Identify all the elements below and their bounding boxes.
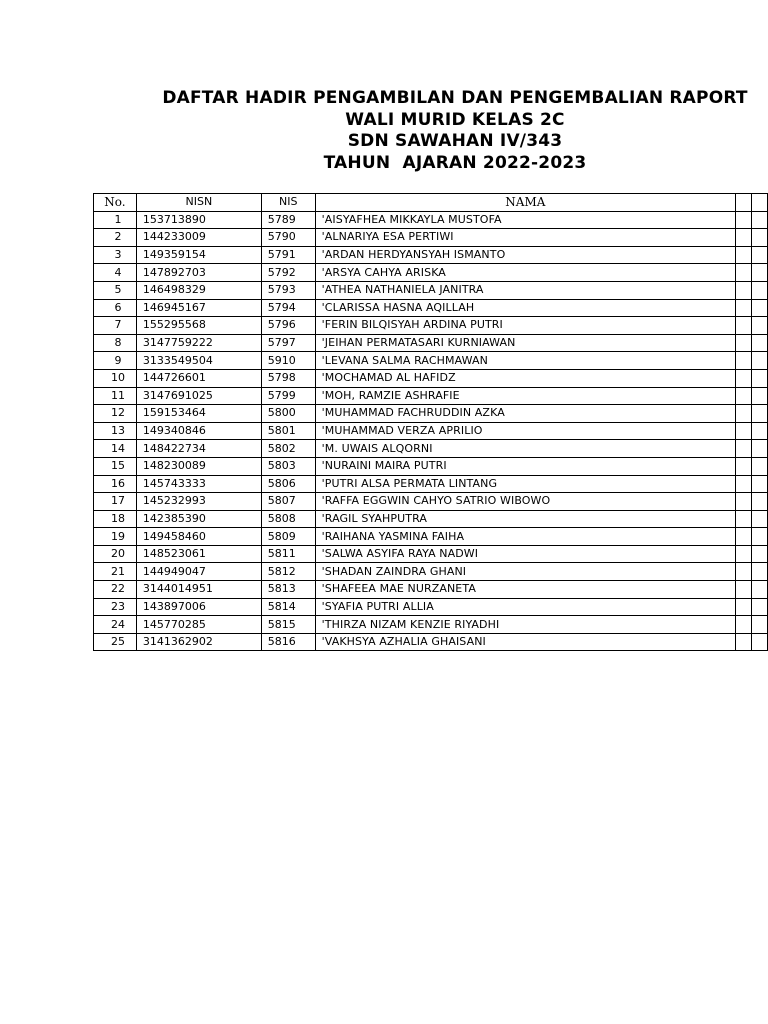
cell-nis: 5813 bbox=[261, 581, 315, 599]
cell-nama: 'MOH, RAMZIE ASHRAFIE bbox=[315, 387, 735, 405]
cell-no: 23 bbox=[94, 598, 137, 616]
table-row bbox=[94, 616, 768, 634]
cell-blank-1 bbox=[736, 334, 752, 352]
cell-blank-2 bbox=[752, 334, 768, 352]
cell-nama: 'MUHAMMAD FACHRUDDIN AZKA bbox=[315, 405, 735, 423]
cell-blank-1 bbox=[736, 246, 752, 264]
cell-blank-1 bbox=[736, 545, 752, 563]
cell-nisn: 3147691025 bbox=[136, 387, 261, 405]
table-row bbox=[94, 493, 768, 511]
cell-blank-2 bbox=[752, 457, 768, 475]
cell-blank-2 bbox=[752, 581, 768, 599]
cell-no: 22 bbox=[94, 581, 137, 599]
table-row bbox=[94, 528, 768, 546]
attendance-table bbox=[93, 193, 768, 651]
cell-nama: 'ARSYA CAHYA ARISKA bbox=[315, 264, 735, 282]
table-header-row bbox=[94, 194, 768, 212]
cell-blank-2 bbox=[752, 211, 768, 229]
cell-nis: 5801 bbox=[261, 422, 315, 440]
cell-nis: 5814 bbox=[261, 598, 315, 616]
cell-nama: 'SHADAN ZAINDRA GHANI bbox=[315, 563, 735, 581]
cell-nisn: 146498329 bbox=[136, 281, 261, 299]
header-nis: NIS bbox=[261, 194, 315, 212]
cell-nisn: 147892703 bbox=[136, 264, 261, 282]
cell-no: 16 bbox=[94, 475, 137, 493]
cell-blank-2 bbox=[752, 281, 768, 299]
cell-nis: 5806 bbox=[261, 475, 315, 493]
title-line-4: TAHUN AJARAN 2022-2023 bbox=[323, 152, 587, 173]
cell-nisn: 3133549504 bbox=[136, 352, 261, 370]
cell-nama: 'VAKHSYA AZHALIA GHAISANI bbox=[315, 633, 735, 651]
cell-no: 12 bbox=[94, 405, 137, 423]
table-row bbox=[94, 352, 768, 370]
cell-blank-1 bbox=[736, 528, 752, 546]
cell-no: 3 bbox=[94, 246, 137, 264]
cell-nama: 'ATHEA NATHANIELA JANITRA bbox=[315, 281, 735, 299]
cell-nis: 5803 bbox=[261, 457, 315, 475]
table-row bbox=[94, 211, 768, 229]
title-line-3: SDN SAWAHAN IV/343 bbox=[347, 131, 563, 151]
cell-blank-2 bbox=[752, 317, 768, 335]
cell-nis: 5798 bbox=[261, 369, 315, 387]
cell-no: 14 bbox=[94, 440, 137, 458]
table-row bbox=[94, 475, 768, 493]
table-row bbox=[94, 246, 768, 264]
table-row bbox=[94, 299, 768, 317]
cell-nisn: 149458460 bbox=[136, 528, 261, 546]
cell-nama: 'CLARISSA HASNA AQILLAH bbox=[315, 299, 735, 317]
cell-nisn: 146945167 bbox=[136, 299, 261, 317]
header-nama: NAMA bbox=[315, 194, 735, 212]
cell-nis: 5794 bbox=[261, 299, 315, 317]
cell-nama: 'JEIHAN PERMATASARI KURNIAWAN bbox=[315, 334, 735, 352]
cell-blank-1 bbox=[736, 281, 752, 299]
table-row bbox=[94, 457, 768, 475]
cell-blank-2 bbox=[752, 510, 768, 528]
cell-no: 9 bbox=[94, 352, 137, 370]
cell-blank-1 bbox=[736, 616, 752, 634]
cell-blank-2 bbox=[752, 352, 768, 370]
cell-blank-1 bbox=[736, 493, 752, 511]
table-row bbox=[94, 387, 768, 405]
cell-nis: 5800 bbox=[261, 405, 315, 423]
cell-nis: 5789 bbox=[261, 211, 315, 229]
cell-blank-1 bbox=[736, 387, 752, 405]
cell-blank-1 bbox=[736, 211, 752, 229]
header-blank-2 bbox=[752, 194, 768, 212]
cell-nis: 5796 bbox=[261, 317, 315, 335]
table-row bbox=[94, 317, 768, 335]
title-line-1: DAFTAR HADIR PENGAMBILAN DAN PENGEMBALIAN RAPORT bbox=[162, 88, 748, 108]
table-row bbox=[94, 369, 768, 387]
header-nisn: NISN bbox=[136, 194, 261, 212]
table-row bbox=[94, 510, 768, 528]
cell-nisn: 159153464 bbox=[136, 405, 261, 423]
cell-blank-1 bbox=[736, 475, 752, 493]
table-row bbox=[94, 563, 768, 581]
cell-blank-2 bbox=[752, 264, 768, 282]
cell-blank-1 bbox=[736, 581, 752, 599]
cell-nama: 'RAFFA EGGWIN CAHYO SATRIO WIBOWO bbox=[315, 493, 735, 511]
cell-no: 21 bbox=[94, 563, 137, 581]
cell-no: 24 bbox=[94, 616, 137, 634]
cell-blank-2 bbox=[752, 369, 768, 387]
cell-nis: 5809 bbox=[261, 528, 315, 546]
cell-no: 20 bbox=[94, 545, 137, 563]
cell-nis: 5815 bbox=[261, 616, 315, 634]
title-line-2: WALI MURID KELAS 2C bbox=[345, 109, 565, 130]
cell-no: 8 bbox=[94, 334, 137, 352]
cell-blank-1 bbox=[736, 229, 752, 247]
cell-blank-1 bbox=[736, 440, 752, 458]
cell-nis: 5807 bbox=[261, 493, 315, 511]
cell-nama: 'SHAFEEA MAE NURZANETA bbox=[315, 581, 735, 599]
document-title bbox=[140, 88, 768, 174]
cell-blank-1 bbox=[736, 510, 752, 528]
cell-blank-1 bbox=[736, 299, 752, 317]
table-row bbox=[94, 598, 768, 616]
cell-blank-2 bbox=[752, 422, 768, 440]
cell-nisn: 148422734 bbox=[136, 440, 261, 458]
cell-nama: 'LEVANA SALMA RACHMAWAN bbox=[315, 352, 735, 370]
cell-nisn: 144949047 bbox=[136, 563, 261, 581]
cell-nama: 'FERIN BILQISYAH ARDINA PUTRI bbox=[315, 317, 735, 335]
cell-blank-2 bbox=[752, 545, 768, 563]
table-row bbox=[94, 229, 768, 247]
table-row bbox=[94, 281, 768, 299]
cell-blank-2 bbox=[752, 229, 768, 247]
cell-blank-2 bbox=[752, 387, 768, 405]
cell-nis: 5808 bbox=[261, 510, 315, 528]
cell-nisn: 3141362902 bbox=[136, 633, 261, 651]
cell-nama: 'ARDAN HERDYANSYAH ISMANTO bbox=[315, 246, 735, 264]
cell-nisn: 144726601 bbox=[136, 369, 261, 387]
cell-no: 25 bbox=[94, 633, 137, 651]
cell-nisn: 155295568 bbox=[136, 317, 261, 335]
cell-no: 10 bbox=[94, 369, 137, 387]
cell-nisn: 144233009 bbox=[136, 229, 261, 247]
table-row bbox=[94, 264, 768, 282]
cell-nama: 'M. UWAIS ALQORNI bbox=[315, 440, 735, 458]
cell-nisn: 145770285 bbox=[136, 616, 261, 634]
cell-nisn: 3147759222 bbox=[136, 334, 261, 352]
cell-nis: 5790 bbox=[261, 229, 315, 247]
cell-blank-1 bbox=[736, 422, 752, 440]
cell-nisn: 148230089 bbox=[136, 457, 261, 475]
cell-nis: 5811 bbox=[261, 545, 315, 563]
cell-blank-1 bbox=[736, 352, 752, 370]
cell-blank-2 bbox=[752, 475, 768, 493]
table-row bbox=[94, 633, 768, 651]
table-row bbox=[94, 440, 768, 458]
cell-nis: 5812 bbox=[261, 563, 315, 581]
cell-nisn: 149340846 bbox=[136, 422, 261, 440]
header-no: No. bbox=[94, 194, 137, 212]
cell-nama: 'RAGIL SYAHPUTRA bbox=[315, 510, 735, 528]
cell-blank-2 bbox=[752, 633, 768, 651]
cell-blank-2 bbox=[752, 563, 768, 581]
cell-no: 2 bbox=[94, 229, 137, 247]
cell-no: 15 bbox=[94, 457, 137, 475]
cell-blank-1 bbox=[736, 369, 752, 387]
cell-nisn: 3144014951 bbox=[136, 581, 261, 599]
cell-blank-1 bbox=[736, 317, 752, 335]
cell-no: 6 bbox=[94, 299, 137, 317]
cell-nama: 'SYAFIA PUTRI ALLIA bbox=[315, 598, 735, 616]
cell-no: 5 bbox=[94, 281, 137, 299]
cell-nis: 5816 bbox=[261, 633, 315, 651]
cell-blank-1 bbox=[736, 405, 752, 423]
cell-blank-2 bbox=[752, 493, 768, 511]
cell-blank-2 bbox=[752, 528, 768, 546]
cell-nama: 'PUTRI ALSA PERMATA LINTANG bbox=[315, 475, 735, 493]
cell-nisn: 145232993 bbox=[136, 493, 261, 511]
cell-nis: 5793 bbox=[261, 281, 315, 299]
cell-no: 17 bbox=[94, 493, 137, 511]
cell-blank-1 bbox=[736, 598, 752, 616]
table-row bbox=[94, 334, 768, 352]
cell-nis: 5792 bbox=[261, 264, 315, 282]
cell-nisn: 145743333 bbox=[136, 475, 261, 493]
table-row bbox=[94, 545, 768, 563]
cell-nama: 'NURAINI MAIRA PUTRI bbox=[315, 457, 735, 475]
header-blank-1 bbox=[736, 194, 752, 212]
cell-nama: 'ALNARIYA ESA PERTIWI bbox=[315, 229, 735, 247]
cell-nisn: 153713890 bbox=[136, 211, 261, 229]
cell-nisn: 142385390 bbox=[136, 510, 261, 528]
cell-blank-1 bbox=[736, 563, 752, 581]
cell-nis: 5910 bbox=[261, 352, 315, 370]
cell-nama: 'THIRZA NIZAM KENZIE RIYADHI bbox=[315, 616, 735, 634]
cell-no: 11 bbox=[94, 387, 137, 405]
table-row bbox=[94, 405, 768, 423]
table-row bbox=[94, 581, 768, 599]
cell-no: 4 bbox=[94, 264, 137, 282]
cell-no: 1 bbox=[94, 211, 137, 229]
cell-nama: 'RAIHANA YASMINA FAIHA bbox=[315, 528, 735, 546]
cell-blank-1 bbox=[736, 457, 752, 475]
cell-no: 7 bbox=[94, 317, 137, 335]
cell-blank-2 bbox=[752, 616, 768, 634]
cell-nis: 5802 bbox=[261, 440, 315, 458]
cell-blank-2 bbox=[752, 299, 768, 317]
table-row bbox=[94, 422, 768, 440]
cell-nama: 'AISYAFHEA MIKKAYLA MUSTOFA bbox=[315, 211, 735, 229]
cell-no: 19 bbox=[94, 528, 137, 546]
cell-nis: 5799 bbox=[261, 387, 315, 405]
cell-nama: 'MUHAMMAD VERZA APRILIO bbox=[315, 422, 735, 440]
cell-blank-2 bbox=[752, 440, 768, 458]
cell-blank-1 bbox=[736, 264, 752, 282]
cell-nisn: 149359154 bbox=[136, 246, 261, 264]
cell-nama: 'MOCHAMAD AL HAFIDZ bbox=[315, 369, 735, 387]
cell-nis: 5791 bbox=[261, 246, 315, 264]
cell-blank-2 bbox=[752, 598, 768, 616]
cell-blank-2 bbox=[752, 246, 768, 264]
cell-no: 18 bbox=[94, 510, 137, 528]
cell-nisn: 143897006 bbox=[136, 598, 261, 616]
cell-blank-2 bbox=[752, 405, 768, 423]
cell-no: 13 bbox=[94, 422, 137, 440]
cell-nis: 5797 bbox=[261, 334, 315, 352]
cell-blank-1 bbox=[736, 633, 752, 651]
cell-nama: 'SALWA ASYIFA RAYA NADWI bbox=[315, 545, 735, 563]
cell-nisn: 148523061 bbox=[136, 545, 261, 563]
